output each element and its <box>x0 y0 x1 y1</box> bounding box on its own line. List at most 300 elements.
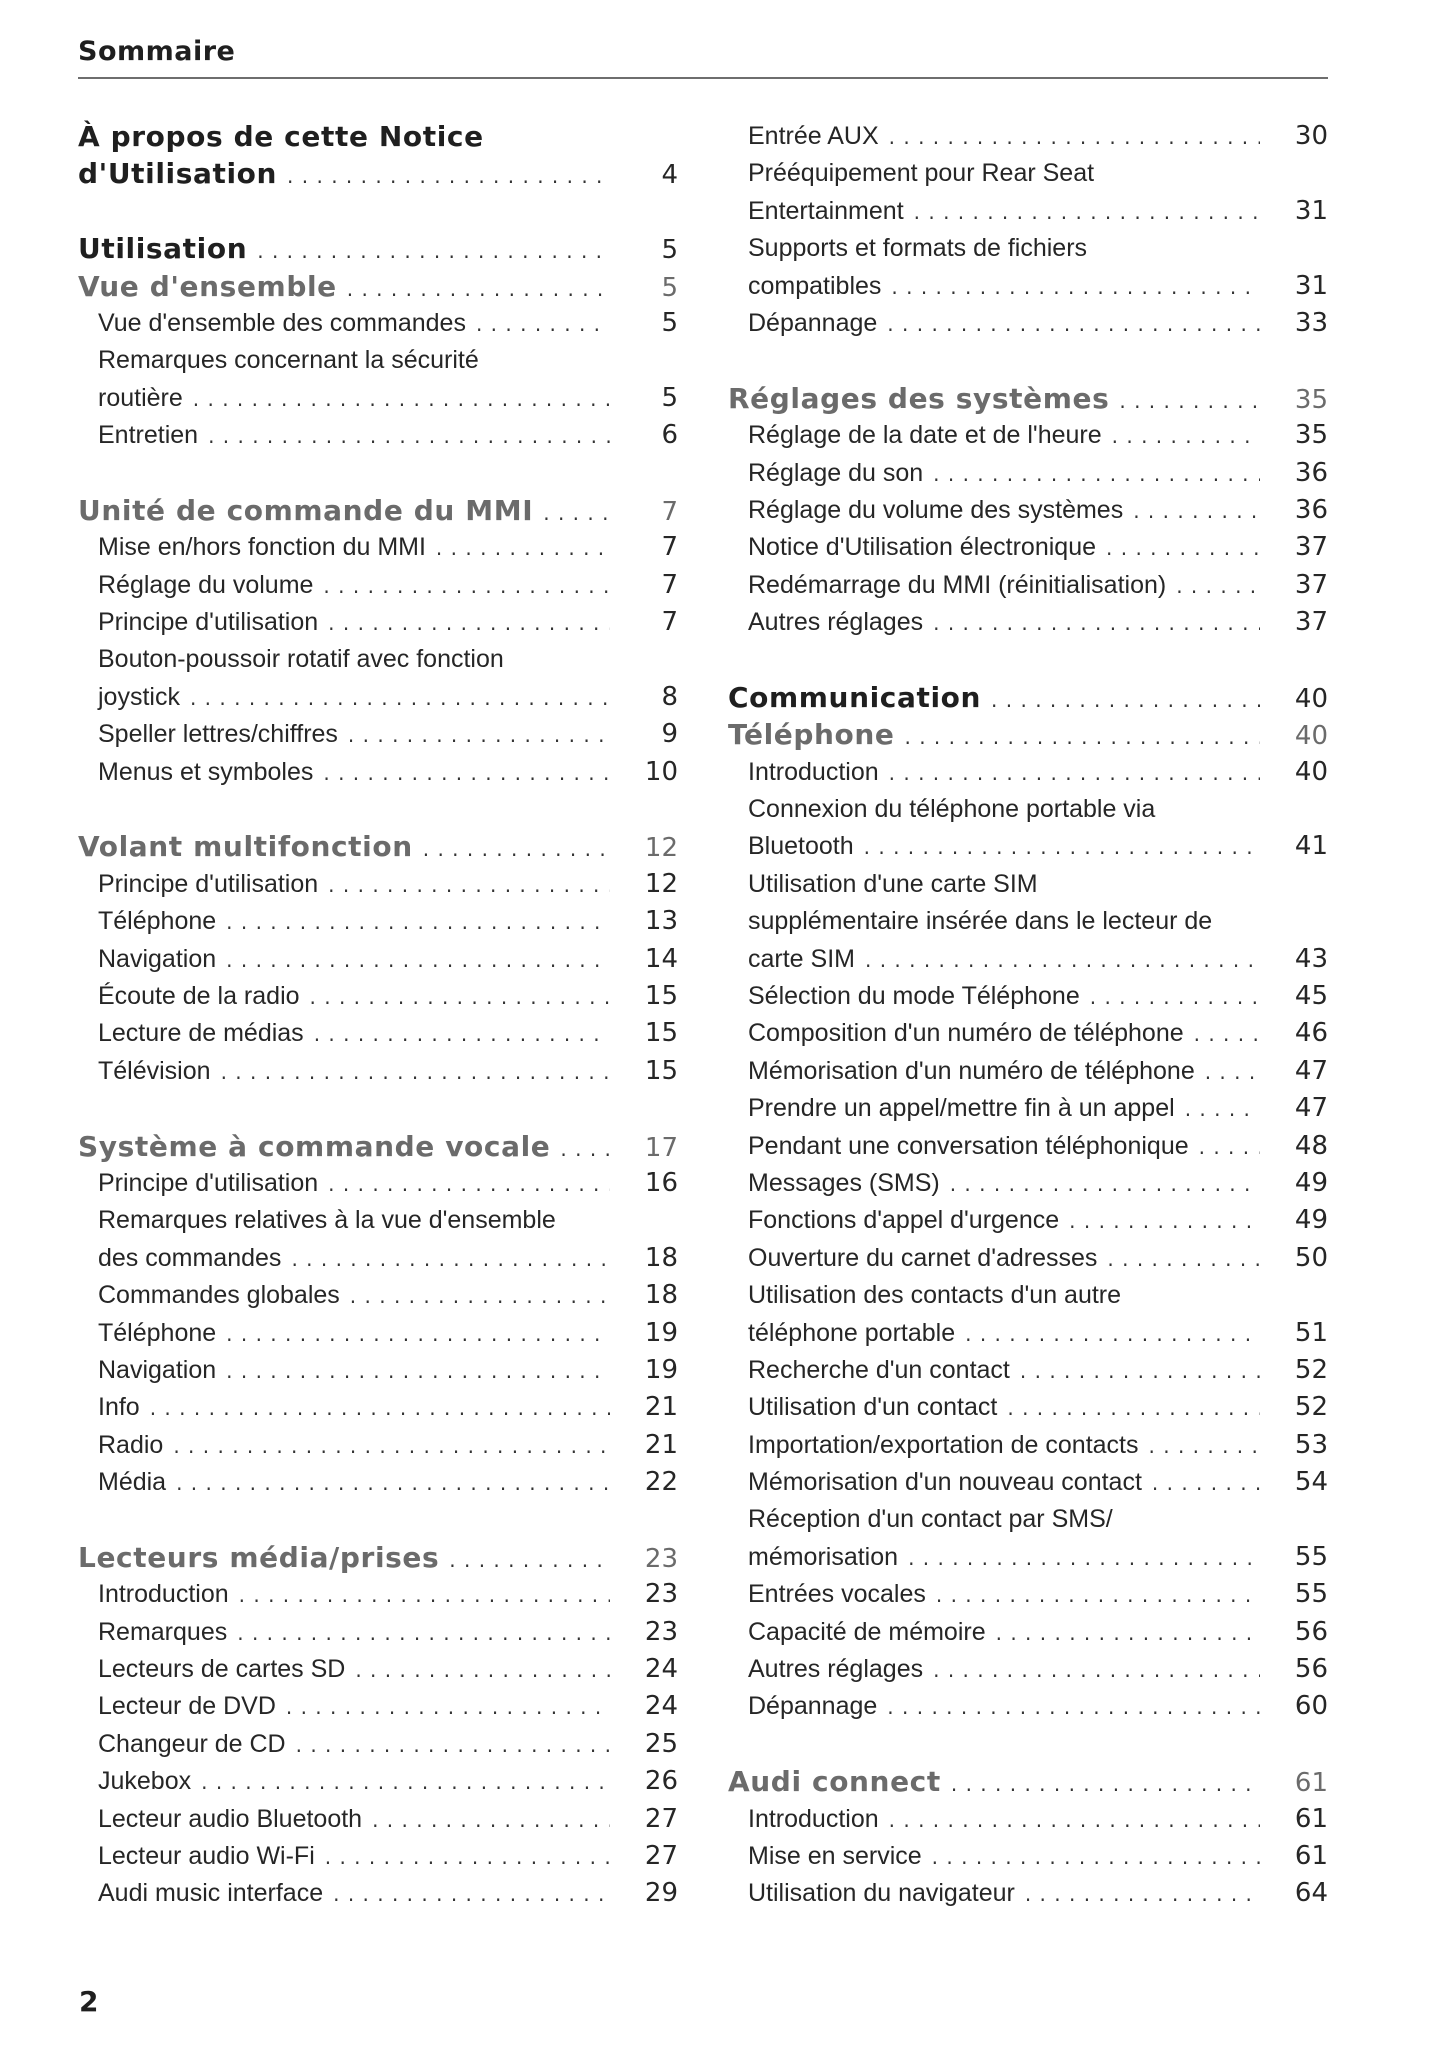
toc-page-number[interactable]: 55 <box>1294 1579 1328 1610</box>
toc-page-number[interactable]: 23 <box>644 1543 678 1574</box>
toc-entry-label: Entertainment <box>748 196 904 225</box>
toc-spacer <box>78 1090 678 1127</box>
toc-entry[interactable] <box>728 1688 1328 1725</box>
toc-entry-label: Introduction <box>98 1580 229 1609</box>
dot-leader <box>932 1839 1260 1876</box>
toc-entry[interactable] <box>78 529 678 566</box>
toc-page-number[interactable]: 30 <box>1294 121 1328 151</box>
dot-leader <box>1133 493 1260 530</box>
toc-entry-label: supplémentaire insérée dans le lecteur de <box>748 907 1213 936</box>
toc-page-number[interactable]: 21 <box>644 1392 678 1423</box>
toc-entry[interactable] <box>78 305 678 342</box>
toc-entry[interactable] <box>78 1277 678 1314</box>
dot-leader <box>996 1615 1260 1652</box>
toc-entry[interactable] <box>728 1539 1328 1576</box>
toc-entry[interactable] <box>728 1165 1328 1202</box>
dot-leader <box>889 1802 1260 1839</box>
toc-entry[interactable] <box>728 1352 1328 1389</box>
dot-leader <box>1107 1241 1260 1278</box>
toc-entry-label: Remarques relatives à la vue d'ensemble <box>98 1206 556 1235</box>
toc-section-label: Lecteurs média/prises <box>78 1540 440 1574</box>
toc-page-number[interactable]: 25 <box>644 1728 678 1759</box>
dot-leader <box>296 1727 610 1764</box>
toc-entry[interactable] <box>78 1015 678 1052</box>
toc-section[interactable] <box>78 492 678 529</box>
dot-leader <box>543 495 610 532</box>
toc-chapter-label: d'Utilisation <box>78 157 278 191</box>
toc-entry[interactable] <box>728 1651 1328 1688</box>
toc-entry[interactable] <box>78 866 678 903</box>
toc-page-number[interactable]: 33 <box>1294 307 1328 338</box>
toc-page-number[interactable]: 31 <box>1294 195 1328 226</box>
toc-entry-label: Lecteur audio Bluetooth <box>98 1804 363 1833</box>
toc-page-number[interactable]: 61 <box>1294 1840 1328 1871</box>
toc-page-number[interactable]: 24 <box>644 1691 678 1722</box>
dot-leader <box>347 271 610 308</box>
toc-page-number[interactable]: 7 <box>661 569 678 600</box>
toc-entry[interactable] <box>728 417 1328 454</box>
toc-entry[interactable] <box>728 567 1328 604</box>
toc-entry[interactable] <box>728 1128 1328 1165</box>
page-number: 2 <box>79 1985 99 2018</box>
dot-leader <box>355 1652 610 1689</box>
dot-leader <box>476 306 610 343</box>
dot-leader <box>193 381 610 418</box>
toc-entry-label: Mémorisation d'un numéro de téléphone <box>748 1056 1195 1085</box>
toc-entry-label: Menus et symboles <box>98 757 314 786</box>
toc-entry-label: Réglage du son <box>748 458 924 487</box>
toc-entry-label: Principe d'utilisation <box>98 608 319 637</box>
toc-entry-label: Composition d'un numéro de téléphone <box>748 1019 1184 1048</box>
toc-entry[interactable] <box>728 1315 1328 1352</box>
toc-entry[interactable] <box>78 1165 678 1202</box>
toc-entry-label: Téléphone <box>98 907 217 936</box>
toc-entry-label: Commandes globales <box>98 1281 340 1310</box>
toc-page-number[interactable]: 7 <box>661 496 678 527</box>
dot-leader <box>323 568 610 605</box>
toc-entry-label: Autres réglages <box>748 608 924 637</box>
dot-leader <box>287 158 610 195</box>
toc-entry[interactable] <box>78 1763 678 1800</box>
toc-page-number[interactable]: 23 <box>644 1616 678 1647</box>
toc-entry[interactable] <box>728 1801 1328 1838</box>
toc-entry[interactable] <box>728 1875 1328 1912</box>
toc-entry-label: Utilisation d'un contact <box>748 1393 998 1422</box>
toc-page-number[interactable]: 36 <box>1294 457 1328 488</box>
dot-leader <box>291 1241 610 1278</box>
dot-leader <box>449 1542 610 1579</box>
toc-page-number[interactable]: 31 <box>1294 270 1328 301</box>
dot-leader <box>323 755 610 792</box>
toc-page-number[interactable]: 40 <box>1294 721 1328 752</box>
toc-entry-continued-line <box>78 342 678 379</box>
dot-leader <box>1020 1353 1260 1390</box>
toc-entry-label: Speller lettres/chiffres <box>98 720 338 749</box>
toc-entry[interactable] <box>728 941 1328 978</box>
toc-page-number[interactable]: 10 <box>644 756 678 787</box>
dot-leader <box>310 979 610 1016</box>
dot-leader <box>436 530 610 567</box>
dot-leader <box>905 719 1261 756</box>
dot-leader <box>560 1131 610 1168</box>
toc-entry[interactable] <box>728 1240 1328 1277</box>
toc-page-number[interactable]: 4 <box>661 160 678 191</box>
toc-page-number[interactable]: 5 <box>661 235 678 266</box>
toc-entry[interactable] <box>78 679 678 716</box>
dot-leader <box>201 1764 610 1801</box>
toc-page-number[interactable]: 21 <box>644 1429 678 1460</box>
toc-entry[interactable] <box>78 978 678 1015</box>
toc-page-number[interactable]: 6 <box>661 420 678 451</box>
dot-leader <box>372 1802 610 1839</box>
toc-entry-label: Jukebox <box>98 1767 192 1796</box>
toc-entry-label: Prééquipement pour Rear Seat <box>748 159 1095 188</box>
toc-entry-label: Sélection du mode Téléphone <box>748 981 1080 1010</box>
toc-page-number[interactable]: 9 <box>661 719 678 750</box>
toc-section-label: Système à commande vocale <box>78 1129 551 1163</box>
toc-page-number[interactable]: 7 <box>661 607 678 638</box>
toc-entry[interactable] <box>78 1576 678 1613</box>
toc-page-number[interactable]: 55 <box>1294 1541 1328 1572</box>
toc-entry-label: Autres réglages <box>748 1655 924 1684</box>
toc-entry-label: Messages (SMS) <box>748 1168 940 1197</box>
toc-entry[interactable] <box>78 716 678 753</box>
toc-entry[interactable] <box>78 567 678 604</box>
dot-leader <box>933 1652 1260 1689</box>
toc-page-number[interactable]: 22 <box>644 1467 678 1498</box>
toc-page-number[interactable]: 37 <box>1294 532 1328 563</box>
dot-leader <box>865 942 1260 979</box>
toc-entry[interactable] <box>728 828 1328 865</box>
dot-leader <box>1090 979 1260 1016</box>
toc-chapter[interactable] <box>78 155 678 192</box>
toc-entry-label: Remarques concernant la sécurité <box>98 346 479 375</box>
toc-page-number[interactable]: 15 <box>644 980 678 1011</box>
toc-page-number[interactable]: 41 <box>1294 831 1328 862</box>
dot-leader <box>239 1577 610 1614</box>
toc-entry[interactable] <box>78 1614 678 1651</box>
toc-section[interactable] <box>78 828 678 865</box>
toc-spacer <box>78 455 678 492</box>
toc-entry[interactable] <box>78 1801 678 1838</box>
toc-entry[interactable] <box>728 193 1328 230</box>
toc-chapter-label: À propos de cette Notice <box>78 120 484 153</box>
toc-page-number[interactable]: 35 <box>1294 384 1328 415</box>
toc-page-number[interactable]: 29 <box>644 1878 678 1909</box>
toc-page-number[interactable]: 24 <box>644 1654 678 1685</box>
dot-leader <box>190 680 610 717</box>
dot-leader <box>221 1054 610 1091</box>
toc-page-number[interactable]: 49 <box>1294 1167 1328 1198</box>
dot-leader <box>226 1316 610 1353</box>
toc-entry[interactable] <box>78 1240 678 1277</box>
dot-leader <box>257 233 610 270</box>
toc-entry-label: Téléphone <box>98 1318 217 1347</box>
toc-chapter-continued-line <box>78 118 678 155</box>
toc-entry-label: Recherche d'un contact <box>748 1355 1010 1384</box>
toc-entry[interactable] <box>78 1053 678 1090</box>
toc-entry-label: carte SIM <box>748 944 855 973</box>
toc-entry[interactable] <box>78 417 678 454</box>
toc-page-number[interactable]: 47 <box>1294 1093 1328 1124</box>
toc-page-number[interactable]: 40 <box>1294 683 1328 714</box>
dot-leader <box>965 1316 1260 1353</box>
dot-leader <box>1176 568 1260 605</box>
toc-section-label: Réglages des systèmes <box>728 381 1110 415</box>
dot-leader <box>286 1689 610 1726</box>
toc-entry[interactable] <box>78 754 678 791</box>
toc-section-label: Unité de commande du MMI <box>78 493 534 527</box>
toc-entry[interactable] <box>728 492 1328 529</box>
toc-entry[interactable] <box>728 1464 1328 1501</box>
toc-entry[interactable] <box>728 1090 1328 1127</box>
toc-entry-continued-line <box>78 1202 678 1239</box>
toc-entry[interactable] <box>728 118 1328 155</box>
toc-entry-label: Principe d'utilisation <box>98 1168 319 1197</box>
toc-entry-label: Capacité de mémoire <box>748 1617 986 1646</box>
toc-page-number[interactable]: 37 <box>1294 607 1328 638</box>
toc-section[interactable] <box>728 380 1328 417</box>
dot-leader <box>325 1839 610 1876</box>
toc-entry-continued-line <box>728 866 1328 903</box>
page-title: Sommaire <box>78 36 236 67</box>
toc-entry-label: Dépannage <box>748 1692 878 1721</box>
toc-entry-label: Entrée AUX <box>748 122 879 150</box>
toc-entry-label: Lecteur de DVD <box>98 1692 276 1721</box>
toc-page-number[interactable]: 16 <box>644 1167 678 1198</box>
toc-page-number[interactable]: 40 <box>1294 756 1328 787</box>
toc-entry[interactable] <box>78 1688 678 1725</box>
toc-page-number[interactable]: 56 <box>1294 1616 1328 1647</box>
toc-page-number[interactable]: 37 <box>1294 569 1328 600</box>
toc-section[interactable] <box>78 1539 678 1576</box>
toc-spacer <box>728 1726 1328 1763</box>
toc-page-number[interactable]: 36 <box>1294 494 1328 525</box>
toc-entry[interactable] <box>728 529 1328 566</box>
toc-entry-label: Mise en service <box>748 1841 922 1870</box>
toc-spacer <box>728 342 1328 379</box>
toc-entry-label: Réglage de la date et de l'heure <box>748 421 1102 450</box>
toc-entry[interactable] <box>728 1427 1328 1464</box>
dot-leader <box>1205 1054 1260 1091</box>
toc-entry[interactable] <box>728 1838 1328 1875</box>
toc-entry[interactable] <box>728 1202 1328 1239</box>
toc-page-number[interactable]: 5 <box>661 307 678 338</box>
toc-entry[interactable] <box>78 1389 678 1426</box>
toc-section-label: Vue d'ensemble <box>78 269 337 303</box>
toc-entry-label: Connexion du téléphone portable via <box>748 795 1156 824</box>
toc-entry-label: Introduction <box>748 1804 879 1833</box>
toc-entry[interactable] <box>728 604 1328 641</box>
toc-entry-label: Dépannage <box>748 308 878 337</box>
toc-entry[interactable] <box>78 1838 678 1875</box>
toc-section[interactable] <box>728 716 1328 753</box>
toc-page-number[interactable]: 12 <box>644 868 678 899</box>
toc-page-number[interactable]: 61 <box>1294 1768 1328 1799</box>
toc-entry-label: téléphone portable <box>748 1318 956 1347</box>
toc-page-number[interactable]: 15 <box>644 1055 678 1086</box>
toc-entry-label: Bluetooth <box>748 832 854 861</box>
toc-page-number[interactable]: 26 <box>644 1766 678 1797</box>
toc-page-number[interactable]: 50 <box>1294 1242 1328 1273</box>
dot-leader <box>950 1166 1260 1203</box>
toc-entry-label: Pendant une conversation téléphonique <box>748 1131 1189 1160</box>
toc-page-number[interactable]: 18 <box>644 1242 678 1273</box>
dot-leader <box>887 1689 1260 1726</box>
toc-entry[interactable] <box>728 1053 1328 1090</box>
toc-page-number[interactable]: 56 <box>1294 1654 1328 1685</box>
toc-entry-label: Réglage du volume <box>98 570 314 599</box>
toc-entry[interactable] <box>728 1389 1328 1426</box>
toc-page-number[interactable]: 18 <box>644 1280 678 1311</box>
toc-page-number[interactable]: 43 <box>1294 943 1328 974</box>
toc-page-number[interactable]: 48 <box>1294 1130 1328 1161</box>
dot-leader <box>1007 1390 1260 1427</box>
toc-entry-label: Vue d'ensemble des commandes <box>98 308 466 337</box>
toc-entry-label: Entrées vocales <box>748 1580 926 1609</box>
dot-leader <box>936 1577 1260 1614</box>
dot-leader <box>1112 418 1260 455</box>
dot-leader <box>226 904 610 941</box>
toc-page-number[interactable]: 13 <box>644 906 678 937</box>
toc-page-number[interactable]: 27 <box>644 1840 678 1871</box>
toc-entry[interactable] <box>78 1315 678 1352</box>
toc-page-number[interactable]: 51 <box>1294 1317 1328 1348</box>
toc-entry-label: Info <box>98 1393 140 1422</box>
toc-entry[interactable] <box>78 941 678 978</box>
toc-page-number[interactable]: 14 <box>644 943 678 974</box>
toc-entry-label: Mise en/hors fonction du MMI <box>98 533 426 562</box>
dot-leader <box>864 829 1260 866</box>
toc-page-number[interactable]: 46 <box>1294 1018 1328 1049</box>
toc-page-number[interactable]: 23 <box>644 1579 678 1610</box>
toc-entry-label: routière <box>98 383 183 412</box>
toc-page-number[interactable]: 12 <box>644 833 678 864</box>
dot-leader <box>328 1166 610 1203</box>
toc-column-left <box>78 118 678 1913</box>
dot-leader <box>208 418 610 455</box>
dot-leader <box>889 119 1260 156</box>
toc-page-number[interactable]: 5 <box>661 272 678 303</box>
toc-entry-label: Navigation <box>98 944 217 973</box>
toc-entry[interactable] <box>78 1464 678 1501</box>
toc-spacer <box>78 1501 678 1538</box>
toc-entry-continued-line <box>728 155 1328 192</box>
toc-chapter[interactable] <box>728 679 1328 716</box>
toc-entry-label: Lecteurs de cartes SD <box>98 1655 346 1684</box>
dot-leader <box>1194 1016 1260 1053</box>
dot-leader <box>1199 1129 1260 1166</box>
toc-page-number[interactable]: 19 <box>644 1317 678 1348</box>
toc-entry[interactable] <box>78 1352 678 1389</box>
toc-entry[interactable] <box>78 1875 678 1912</box>
toc-entry[interactable] <box>78 604 678 641</box>
dot-leader <box>933 605 1260 642</box>
toc-entry-label: Redémarrage du MMI (réinitialisation) <box>748 570 1167 599</box>
toc-entry[interactable] <box>728 978 1328 1015</box>
toc-page-number[interactable]: 60 <box>1294 1691 1328 1722</box>
toc-entry[interactable] <box>728 754 1328 791</box>
toc-page-number[interactable]: 7 <box>661 532 678 563</box>
toc-page-number[interactable]: 27 <box>644 1803 678 1834</box>
dot-leader <box>333 1876 610 1913</box>
toc-entry[interactable] <box>78 903 678 940</box>
toc-entry[interactable] <box>78 1726 678 1763</box>
toc-page-number[interactable]: 61 <box>1294 1803 1328 1834</box>
dot-leader <box>914 194 1260 231</box>
toc-entry-label: Ouverture du carnet d'adresses <box>748 1243 1098 1272</box>
toc-page-number[interactable]: 52 <box>1294 1392 1328 1423</box>
toc-entry[interactable] <box>728 268 1328 305</box>
toc-column-right <box>728 118 1328 1913</box>
header-divider <box>78 77 1328 79</box>
toc-page-number[interactable]: 47 <box>1294 1055 1328 1086</box>
toc-entry-label: Introduction <box>748 757 879 786</box>
toc-entry-label: Fonctions d'appel d'urgence <box>748 1206 1060 1235</box>
dot-leader <box>176 1465 610 1502</box>
toc-section[interactable] <box>78 1128 678 1165</box>
toc-page-number[interactable]: 15 <box>644 1018 678 1049</box>
toc-section[interactable] <box>728 1763 1328 1800</box>
dot-leader <box>314 1016 610 1053</box>
toc-page-number[interactable]: 53 <box>1294 1429 1328 1460</box>
toc-chapter[interactable] <box>78 230 678 267</box>
dot-leader <box>328 867 610 904</box>
toc-entry-continued-line <box>728 1277 1328 1314</box>
toc-spacer <box>728 641 1328 678</box>
toc-entry-label: Principe d'utilisation <box>98 869 319 898</box>
toc-entry[interactable] <box>728 1576 1328 1613</box>
toc-page-number[interactable]: 64 <box>1294 1878 1328 1909</box>
toc-entry-label: des commandes <box>98 1243 282 1272</box>
toc-spacer <box>78 193 678 230</box>
toc-page-number[interactable]: 8 <box>661 681 678 712</box>
toc-section-label: Audi connect <box>728 1765 941 1799</box>
toc-entry[interactable] <box>728 455 1328 492</box>
dot-leader <box>237 1615 610 1652</box>
dot-leader <box>1069 1203 1260 1240</box>
toc-entry-continued-line <box>728 230 1328 267</box>
dot-leader <box>891 269 1260 306</box>
toc-entry[interactable] <box>78 380 678 417</box>
toc-entry-label: Importation/exportation de contacts <box>748 1430 1139 1459</box>
toc-entry-label: Radio <box>98 1430 164 1459</box>
toc-entry-label: Utilisation du navigateur <box>748 1879 1015 1908</box>
toc-entry[interactable] <box>78 1651 678 1688</box>
toc-page-number[interactable]: 49 <box>1294 1205 1328 1236</box>
toc-page-number[interactable]: 35 <box>1294 420 1328 451</box>
dot-leader <box>887 306 1260 343</box>
toc-entry-label: Réglage du volume des systèmes <box>748 495 1124 524</box>
dot-leader <box>348 717 610 754</box>
toc-entry[interactable] <box>728 1015 1328 1052</box>
toc-section[interactable] <box>78 268 678 305</box>
toc-page-number[interactable]: 52 <box>1294 1354 1328 1385</box>
toc-section-label: Volant multifonction <box>78 830 413 864</box>
toc-entry[interactable] <box>78 1427 678 1464</box>
toc-page-number[interactable]: 17 <box>644 1132 678 1163</box>
toc-page-number[interactable]: 45 <box>1294 980 1328 1011</box>
toc-page-number[interactable]: 54 <box>1294 1467 1328 1498</box>
toc-page-number[interactable]: 5 <box>661 382 678 413</box>
toc-entry[interactable] <box>728 305 1328 342</box>
toc-page-number[interactable]: 19 <box>644 1354 678 1385</box>
toc-entry-label: Remarques <box>98 1617 228 1646</box>
toc-chapter-label: Communication <box>728 680 982 714</box>
dot-leader <box>1152 1465 1260 1502</box>
toc-spacer <box>78 791 678 828</box>
toc-entry[interactable] <box>728 1614 1328 1651</box>
